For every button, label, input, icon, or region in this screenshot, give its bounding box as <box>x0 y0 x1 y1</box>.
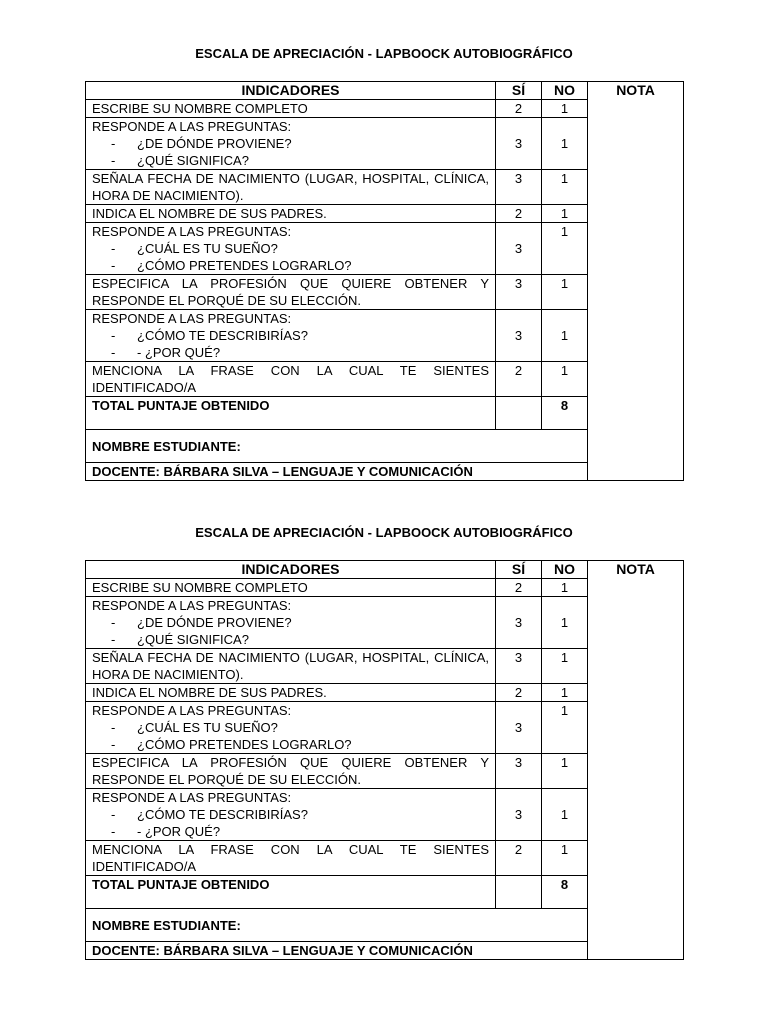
dash-marker: - <box>111 345 116 360</box>
rubric-sheet-1 <box>0 44 768 479</box>
si-value: 3 <box>496 275 542 310</box>
sub-question-text: ¿DE DÓNDE PROVIENE? <box>137 615 292 630</box>
sub-question-text: ¿CÓMO TE DESCRIBIRÍAS? <box>137 328 308 343</box>
header-no: NO <box>542 82 588 100</box>
indicator-text: SEÑALA FECHA DE NACIMIENTO (LUGAR, HOSPITAL, CLÍNICA, HORA DE NACIMIENTO). <box>86 170 496 205</box>
header-row <box>86 561 684 579</box>
student-name-label: NOMBRE ESTUDIANTE: <box>86 909 588 942</box>
student-name-label: NOMBRE ESTUDIANTE: <box>86 430 588 463</box>
si-value: 3 <box>496 754 542 789</box>
sub-question-text: ¿CÓMO PRETENDES LOGRARLO? <box>137 737 352 752</box>
no-value: 1 <box>542 310 588 362</box>
no-value: 1 <box>542 223 588 275</box>
rubric-sheet-2 <box>0 523 768 958</box>
indicator-text: ESCRIBE SU NOMBRE COMPLETO <box>86 100 496 118</box>
no-value: 1 <box>542 702 588 754</box>
sub-question-text: ¿CÓMO TE DESCRIBIRÍAS? <box>137 807 308 822</box>
teacher-label: DOCENTE: BÁRBARA SILVA – LENGUAJE Y COMUNICACIÓN <box>86 942 588 960</box>
no-value: 1 <box>542 579 588 597</box>
sub-question-text: - ¿POR QUÉ? <box>137 824 221 839</box>
si-value: 3 <box>496 170 542 205</box>
total-value: 8 <box>542 876 588 909</box>
total-label: TOTAL PUNTAJE OBTENIDO <box>86 397 496 430</box>
dash-marker: - <box>111 328 116 343</box>
no-value: 1 <box>542 754 588 789</box>
total-label: TOTAL PUNTAJE OBTENIDO <box>86 876 496 909</box>
indicator-cell <box>86 597 496 649</box>
si-value: 3 <box>496 223 542 275</box>
si-value: 3 <box>496 649 542 684</box>
indicator-text: MENCIONA LA FRASE CON LA CUAL TE SIENTES IDENTIFICADO/A <box>86 841 496 876</box>
dash-marker: - <box>111 241 116 256</box>
no-value: 1 <box>542 205 588 223</box>
indicator-cell <box>86 118 496 170</box>
sub-question <box>92 614 489 631</box>
si-value: 2 <box>496 841 542 876</box>
header-si: SÍ <box>496 561 542 579</box>
no-value: 1 <box>542 275 588 310</box>
si-value: 2 <box>496 100 542 118</box>
si-value: 2 <box>496 579 542 597</box>
indicator-text: RESPONDE A LAS PREGUNTAS: <box>92 703 292 718</box>
dash-marker: - <box>111 632 116 647</box>
indicator-text: RESPONDE A LAS PREGUNTAS: <box>92 224 292 239</box>
sub-question <box>92 240 489 257</box>
si-value: 2 <box>496 362 542 397</box>
indicator-text: MENCIONA LA FRASE CON LA CUAL TE SIENTES IDENTIFICADO/A <box>86 362 496 397</box>
indicator-text: INDICA EL NOMBRE DE SUS PADRES. <box>86 684 496 702</box>
sub-question <box>92 152 489 169</box>
header-no: NO <box>542 561 588 579</box>
indicator-cell <box>86 789 496 841</box>
sub-question <box>92 257 489 274</box>
sub-question <box>92 736 489 753</box>
header-indicadores: INDICADORES <box>86 82 496 100</box>
total-value: 8 <box>542 397 588 430</box>
sub-question-text: - ¿POR QUÉ? <box>137 345 221 360</box>
sub-question-text: ¿CUÁL ES TU SUEÑO? <box>137 720 278 735</box>
sub-question <box>92 631 489 648</box>
sub-question <box>92 823 489 840</box>
si-value: 3 <box>496 702 542 754</box>
header-nota: NOTA <box>588 561 684 960</box>
sheet-title: ESCALA DE APRECIACIÓN - LAPBOOCK AUTOBIOGRÁFICO <box>195 525 573 540</box>
total-si <box>496 876 542 909</box>
sub-question-text: ¿CUÁL ES TU SUEÑO? <box>137 241 278 256</box>
dash-marker: - <box>111 807 116 822</box>
dash-marker: - <box>111 720 116 735</box>
sub-question <box>92 327 489 344</box>
sub-question <box>92 344 489 361</box>
dash-marker: - <box>111 153 116 168</box>
sub-question <box>92 135 489 152</box>
sheet-title: ESCALA DE APRECIACIÓN - LAPBOOCK AUTOBIOGRÁFICO <box>195 46 573 61</box>
teacher-label: DOCENTE: BÁRBARA SILVA – LENGUAJE Y COMUNICACIÓN <box>86 463 588 481</box>
header-indicadores: INDICADORES <box>86 561 496 579</box>
indicator-text: RESPONDE A LAS PREGUNTAS: <box>92 119 292 134</box>
si-value: 2 <box>496 684 542 702</box>
dash-marker: - <box>111 258 116 273</box>
header-si: SÍ <box>496 82 542 100</box>
indicator-cell <box>86 223 496 275</box>
dash-marker: - <box>111 615 116 630</box>
indicator-cell <box>86 310 496 362</box>
rubric-table <box>85 81 684 481</box>
si-value: 2 <box>496 205 542 223</box>
indicator-text: INDICA EL NOMBRE DE SUS PADRES. <box>86 205 496 223</box>
no-value: 1 <box>542 841 588 876</box>
sub-question-text: ¿DE DÓNDE PROVIENE? <box>137 136 292 151</box>
no-value: 1 <box>542 649 588 684</box>
si-value: 3 <box>496 597 542 649</box>
indicator-text: ESPECIFICA LA PROFESIÓN QUE QUIERE OBTENER Y RESPONDE EL PORQUÉ DE SU ELECCIÓN. <box>86 754 496 789</box>
indicator-text: ESCRIBE SU NOMBRE COMPLETO <box>86 579 496 597</box>
si-value: 3 <box>496 789 542 841</box>
rubric-table <box>85 560 684 960</box>
dash-marker: - <box>111 136 116 151</box>
no-value: 1 <box>542 362 588 397</box>
no-value: 1 <box>542 789 588 841</box>
no-value: 1 <box>542 118 588 170</box>
header-nota: NOTA <box>588 82 684 481</box>
sub-question-text: ¿CÓMO PRETENDES LOGRARLO? <box>137 258 352 273</box>
no-value: 1 <box>542 684 588 702</box>
si-value: 3 <box>496 118 542 170</box>
indicator-cell <box>86 702 496 754</box>
si-value: 3 <box>496 310 542 362</box>
dash-marker: - <box>111 824 116 839</box>
indicator-text: RESPONDE A LAS PREGUNTAS: <box>92 598 292 613</box>
sub-question <box>92 806 489 823</box>
indicator-text: ESPECIFICA LA PROFESIÓN QUE QUIERE OBTENER Y RESPONDE EL PORQUÉ DE SU ELECCIÓN. <box>86 275 496 310</box>
dash-marker: - <box>111 737 116 752</box>
no-value: 1 <box>542 170 588 205</box>
header-row <box>86 82 684 100</box>
no-value: 1 <box>542 100 588 118</box>
sub-question-text: ¿QUÉ SIGNIFICA? <box>137 153 249 168</box>
total-si <box>496 397 542 430</box>
no-value: 1 <box>542 597 588 649</box>
sub-question-text: ¿QUÉ SIGNIFICA? <box>137 632 249 647</box>
indicator-text: SEÑALA FECHA DE NACIMIENTO (LUGAR, HOSPITAL, CLÍNICA, HORA DE NACIMIENTO). <box>86 649 496 684</box>
indicator-text: RESPONDE A LAS PREGUNTAS: <box>92 311 292 326</box>
sub-question <box>92 719 489 736</box>
indicator-text: RESPONDE A LAS PREGUNTAS: <box>92 790 292 805</box>
